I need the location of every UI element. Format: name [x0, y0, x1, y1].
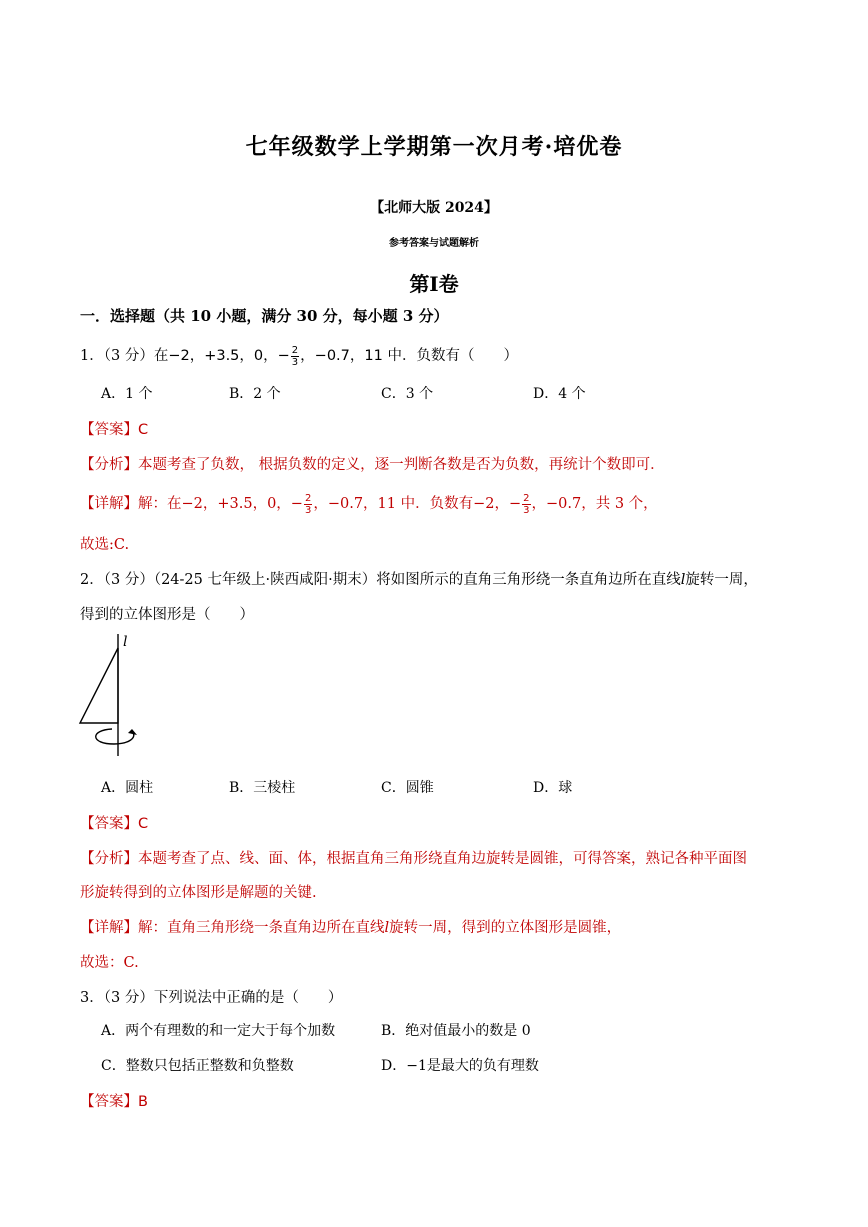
arrow-head-icon	[128, 729, 137, 735]
question-text: （3 分）（24-25 七年级上·陕西咸阳·期末）将如图所示的直角三角形绕一条直角边所在直线	[103, 572, 681, 588]
q2-detail	[80, 916, 621, 937]
q3-option-b: B．绝对值最小的数是 0	[381, 1023, 531, 1039]
answer-value: B	[138, 1094, 148, 1110]
q1-option-a: A．1 个	[101, 386, 153, 402]
line-symbol: l	[384, 920, 390, 936]
rotation-arrow-icon	[96, 729, 134, 744]
q1-conclusion: 故选:C.	[80, 537, 130, 553]
fraction	[291, 345, 299, 368]
fraction-numerator: 2	[304, 492, 312, 504]
detail-tag: 【详解】	[80, 496, 138, 512]
question-text: （3 分）下列说法中正确的是（ ）	[103, 990, 343, 1006]
q2-analysis-line-1	[80, 847, 747, 868]
answer-value: C	[138, 422, 149, 438]
q3-answer	[80, 1090, 148, 1111]
question-text: 旋转一周，	[685, 572, 758, 588]
q2-option-c: C．圆锥	[381, 780, 434, 796]
q3-option-a: A．两个有理数的和一定大于每个加数	[101, 1023, 336, 1039]
q2-option-b: B．三棱柱	[229, 780, 296, 796]
q2-option-d: D．球	[533, 780, 573, 796]
numbers-a: −2，+3.5，0，−	[168, 348, 290, 364]
fraction	[304, 493, 312, 516]
question-3	[80, 986, 342, 1007]
question-1	[80, 344, 518, 368]
fraction-denominator: 3	[304, 504, 312, 516]
detail-text-c: ，−0.7，共 3 个，	[531, 496, 658, 512]
right-triangle	[80, 648, 118, 723]
detail-text-a: 解：在−2，+3.5，0，−	[138, 496, 303, 512]
answer-tag: 【答案】	[80, 422, 138, 438]
q1-answer	[80, 418, 148, 439]
q2-conclusion: 故选：C.	[80, 955, 139, 971]
page-title: 七年级数学上学期第一次月考·培优卷	[245, 134, 623, 160]
detail-tag: 【详解】	[80, 920, 138, 936]
numbers-b: ，−0.7，11 中．负数有（ ）	[300, 348, 518, 364]
question-score: （3 分）在	[103, 348, 169, 364]
analysis-text: 本题考查了点、线、面、体，根据直角三角形绕直角边旋转是圆锥，可得答案，熟记各种平面图	[138, 851, 747, 867]
question-2-line-1	[80, 568, 758, 589]
q1-detail	[80, 492, 658, 516]
q2-answer	[80, 812, 148, 833]
answer-tag: 【答案】	[80, 1094, 138, 1110]
q3-option-c: C．整数只包括正整数和负整数	[101, 1058, 294, 1074]
analysis-text: 本题考查了负数， 根据负数的定义，逐一判断各数是否为负数，再统计个数即可．	[138, 457, 665, 473]
q1-option-c: C．3 个	[381, 386, 434, 402]
q2-option-a: A．圆柱	[101, 780, 154, 796]
q1-option-d: D．4 个	[533, 386, 586, 402]
figure-label-l: l	[123, 634, 128, 650]
q3-option-d: D．−1是最大的负有理数	[381, 1058, 539, 1074]
analysis-tag: 【分析】	[80, 851, 138, 867]
fraction-denominator: 3	[291, 356, 299, 368]
fraction-numerator: 2	[523, 492, 530, 504]
section-heading: 一．选择题（共 10 小题，满分 30 分，每小题 3 分）	[80, 307, 449, 325]
triangle-rotation-figure	[76, 632, 146, 760]
line-symbol: l	[680, 572, 686, 588]
detail-text-a: 解：直角三角形绕一条直角边所在直线	[138, 920, 385, 936]
fraction	[522, 493, 530, 516]
q1-option-b: B．2 个	[229, 386, 281, 402]
fraction-denominator: 3	[523, 504, 530, 516]
question-2-line-2: 得到的立体图形是（ ）	[80, 607, 254, 623]
volume-title: 第I卷	[409, 272, 459, 296]
q1-analysis	[80, 453, 665, 474]
question-number: 1．	[80, 348, 104, 364]
question-number: 3．	[80, 990, 104, 1006]
q2-analysis-line-2: 形旋转得到的立体图形是解题的关键.	[80, 885, 317, 901]
detail-text-b: ，−0.7，11 中．负数有−2，−	[313, 496, 522, 512]
answer-value: C	[138, 816, 149, 832]
answer-tag: 【答案】	[80, 816, 138, 832]
analysis-tag: 【分析】	[80, 457, 138, 473]
edition-label: 【北师大版 2024】	[370, 200, 498, 216]
fraction-numerator: 2	[291, 344, 299, 356]
subtitle: 参考答案与试题解析	[389, 238, 479, 249]
detail-text-b: 旋转一周，得到的立体图形是圆锥，	[389, 920, 622, 936]
question-number: 2．	[80, 572, 104, 588]
